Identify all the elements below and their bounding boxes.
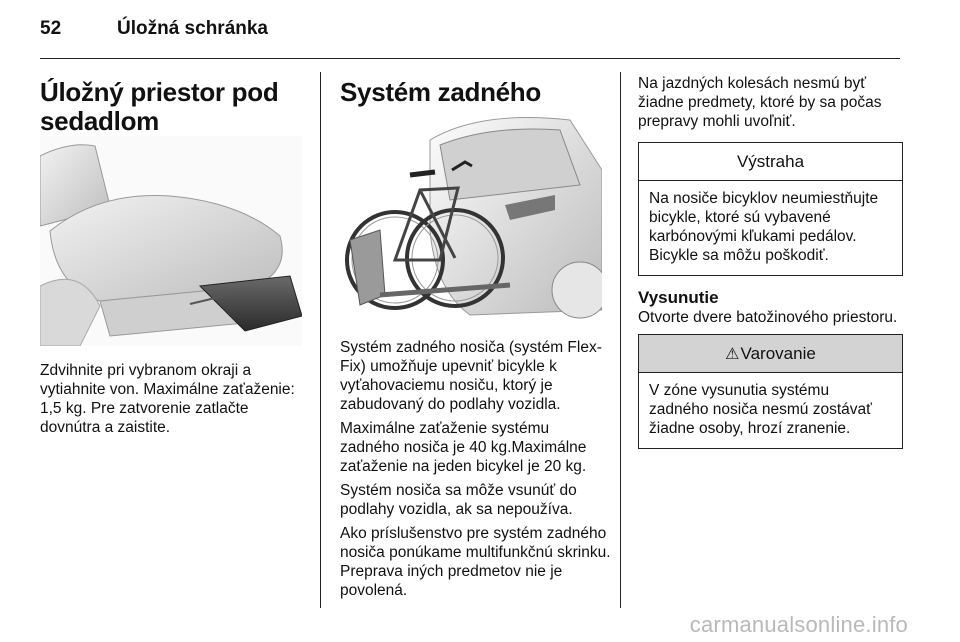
watermark: carmanualsonline.info [689,612,908,637]
carrier-paragraph-1: Systém zadného nosiča (systém Flex-Fix) umožňuje upevniť bicykle k vyťahovaciemu nosiču, ktorý je zabudovaný do podlahy vozidla. [340,339,602,413]
caution-box-header [639,335,902,373]
carrier-paragraph-4: Ako príslušenstvo pre systém zadného nosiča ponúkame multifunkčnú skrinku. Preprava iných predmetov nie je povolená. [340,525,611,599]
caution-box-title: Varovanie [740,343,816,363]
column-divider-right [620,72,621,608]
loose-items-note: Na jazdných kolesách nesmú byť žiadne predmety, ktoré by sa počas prepravy mohli uvoľniť. [638,75,882,130]
section-heading-under-seat-storage: Úložný priestor pod sedadlom [40,77,279,136]
page-number: 52 [40,18,62,39]
extension-subheading: Vysunutie [638,288,719,307]
caution-box [638,334,903,449]
warning-box-title: Výstraha [639,143,902,181]
left-text-block [40,361,308,437]
header-rule [40,58,900,59]
carrier-paragraph-2: Maximálne zaťaženie systému zadného nosiča je 40 kg.Maximálne zaťaženie na jeden bicykel je 20 kg. [340,420,587,475]
chapter-title: Úložná schránka [117,18,268,39]
column-divider-left [320,72,321,608]
section-heading-rear-carrier: Systém zadného [340,77,541,107]
extension-instruction: Otvorte dvere batožinového priestoru. [638,309,898,326]
warning-triangle-icon: ⚠ [725,345,740,363]
carrier-paragraph-3: Systém nosiča sa môže vsunúť do podlahy vozidla, ak sa nepoužíva. [340,482,577,518]
left-column [40,78,305,136]
caution-box-text: V zóne vysunutia systému zadného nosiča nesmú zostávať žiadne osoby, hrozí zranenie. [649,382,872,437]
middle-text-block [340,338,612,600]
warning-box [638,142,903,276]
under-seat-instructions: Zdvihnite pri vybranom okraji a vytiahnite von. Maximálne zaťaženie: 1,5 kg. Pre zatvorenie zatlačte dovnútra a zaistite. [40,362,295,436]
rear-carrier-illustration [340,110,602,326]
right-column [638,74,903,449]
under-seat-storage-illustration [40,136,302,346]
warning-box-text: Na nosiče bicyklov neumiestňujte bicykle, ktoré sú vybavené karbónovými kľukami pedálov. Bicykle sa môžu poškodiť. [649,190,879,264]
